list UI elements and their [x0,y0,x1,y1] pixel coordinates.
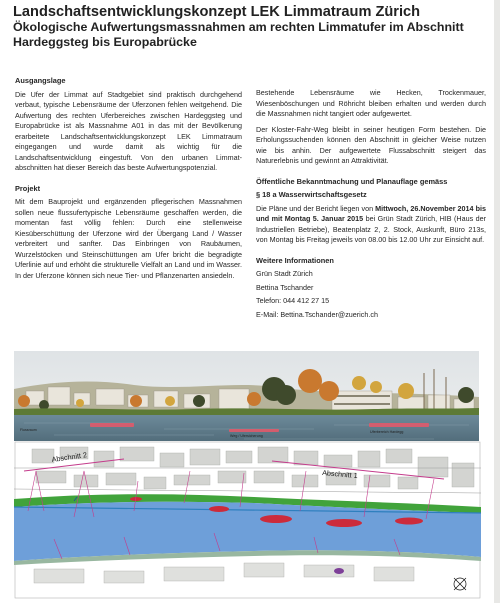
projekt-heading: Projekt [15,183,41,193]
plaene-paragraph [256,204,486,246]
bekanntmachung-heading: Öffentliche Bekanntmachung und Planauflage gemäss [256,176,448,186]
plaene-text-b: bei Grün Stadt Zürich, HIB (Haus der Industriellen Betriebe), Beatenplatz 2, 2. Stock, Auskunft, Büro 213s, von Montag bis Freitag jeweils von 08.00 bis 12.00 Uhr zur Einsicht auf. [256,214,486,244]
ausgangslage-paragraph: Die Ufer der Limmat auf Stadtgebiet sind praktisch durchgehend verbaut, typische Lebensräume der Uferzonen fehlen weitgehend. Die Aufwertung des rechten Uferbereiches zwischen Hardeggsteg und Europabrücke ist als Massnahme A01 in das mit der Bevölkerung erarbeitete Landschaftsentwicklungskonzept LEK Limmatraum eingegangen und wurde damit als wichtig für die Landschaftsentwicklung eingestuft. Von den urbanen Limmat-abschnitten hat dieser Bereich das beste Aufwertungspotenzial. [15,89,242,172]
subtitle-line-1: Ökologische Aufwertungsmassnahmen am rechten Limmatufer im Abschnitt [13,20,464,34]
site-plan-map [14,441,481,599]
info-heading: Weitere Informationen [256,255,334,265]
subtitle-line-2: Hardeggsteg bis Europabrücke [13,34,197,49]
page-subtitle [13,20,493,49]
contact-name: Bettina Tschander [256,282,314,292]
plaene-text-a: Die Pläne und der Bericht liegen von [256,203,376,213]
right-text-column [256,88,486,320]
photo-caption-right: Uferbereich Hardegg [370,430,404,434]
contact-phone: Telefon: 044 412 27 15 [256,296,330,305]
weg-paragraph: Der Kloster-Fahr-Weg bleibt in seiner heutigen Form bestehen. Die Erholungssuchenden können den Abschnitt in gleicher Weise nutzen wie bis anhin. Der aufgewertete Flussabschnitt steigert das Naturerlebnis und gewinnt an Attraktivität. [256,124,486,165]
left-text-column [15,76,242,281]
bekanntmachung-law: § 18 a Wasserwirtschaftsgesetz [256,190,367,199]
projekt-paragraph: Mit dem Bauprojekt und ergänzenden pflegerischen Massnahmen sollen neue flussufertypische Lebensräume geschaffen werden, die momentan fast völlig fehlen: Durch eine stellenweise Kiesüberschüttung der Uferzone wird der Übergang Land / Wasser verbreitert und sanfter. Das Einbringen von Raubäumen, Wurzelstöcken und Steinschüttungen am Ufer bricht die begradigte Uferlinie auf und erhöht die strukturelle Vielfalt an Land und im Wasser. In der Uferzone können sich neue Tier- und Pflanzenarten ansiedeln. [15,197,242,280]
bestehend-paragraph: Bestehende Lebensräume wie Hecken, Trockenmauer, Wiesenböschungen und Röhricht bleiben erhalten und werden durch die Massnahmen nicht tangiert oder aufgewertet. [256,88,486,118]
contact-org: Grün Stadt Zürich [256,269,313,278]
ausgangslage-heading: Ausgangslage [15,76,66,85]
plaene-dates: Mittwoch, 26.November 2014 bis und mit Montag 5. Januar 2015 [256,203,486,223]
plan-label-abschnitt-1: Abschnitt 1 [321,468,359,481]
plan-label-abschnitt-2: Abschnitt 2 [51,450,88,464]
photo-caption-left: Flussraum [20,428,37,432]
photo-caption-middle: Weg / Ufersicherung [230,434,263,438]
page-title: Landschaftsentwicklungskonzept LEK Limmatraum Zürich [13,4,421,20]
riverbank-panorama-photo [14,351,479,444]
contact-email: E-Mail: Bettina.Tschander@zuerich.ch [256,309,378,319]
board-frame-edge [494,0,500,603]
